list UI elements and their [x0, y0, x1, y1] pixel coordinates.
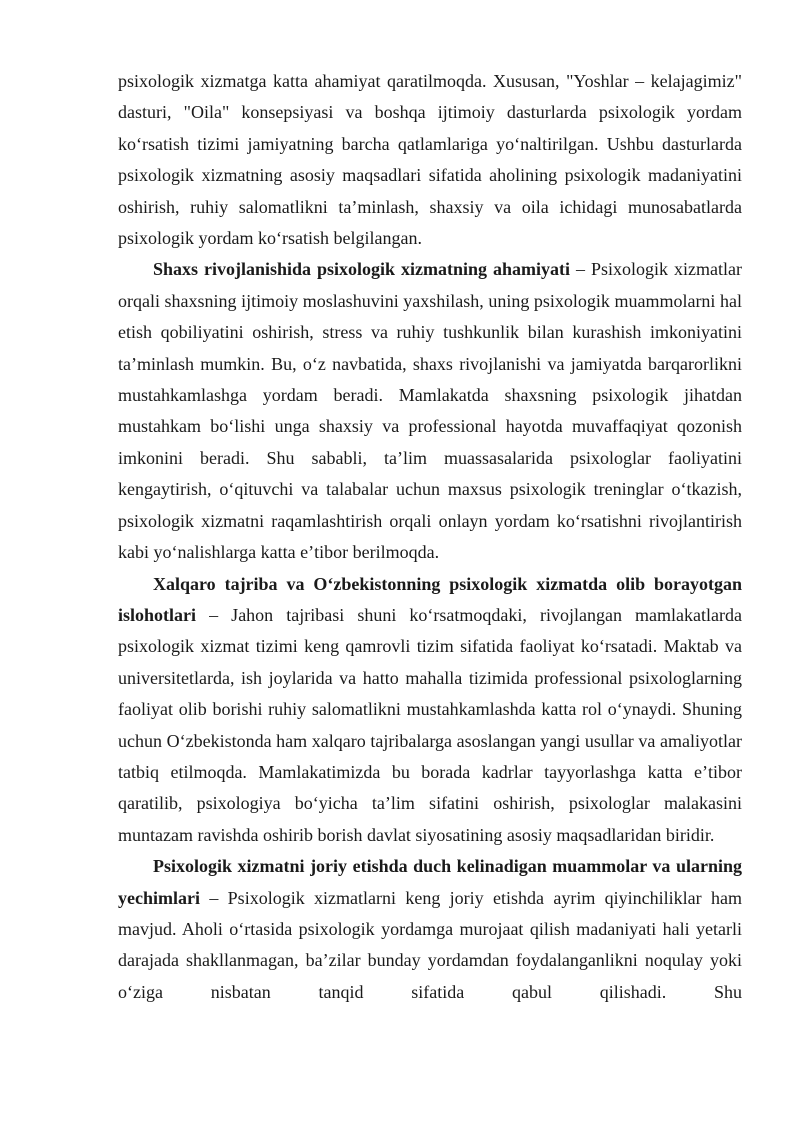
section-heading: Psixologik xizmatni joriy etishda duch kelinadigan muammolar va ularning yechimlari — [118, 856, 742, 908]
paragraph-problems-solutions — [118, 851, 742, 1008]
paragraph-international-experience — [118, 569, 742, 852]
paragraph-text: – Psixologik xizmatlarni keng joriy etishda ayrim qiyinchiliklar ham mavjud. Aholi oʻrtasida psixologik yordamga murojaat qilish madaniyati hali yetarli darajada shakllanmagan, baʼzilar bunday yordamdan foydalanganlikni noqulay yoki oʻziga nisbatan tanqid sifatida qabul qilishadi. Shu — [118, 887, 742, 1002]
paragraph-text: – Psixologik xizmatlar orqali shaxsning ijtimoiy moslashuvini yaxshilash, uning psixologik muammolarni hal etish qobiliyatini oshirish, stress va ruhiy tushkunlik bilan kurashish imkoniyatini taʼminlash mumkin. Bu, oʻz navbatida, shaxs rivojlanishi va jamiyatda barqarorlikni mustahkamlashga yordam beradi. Mamlakatda shaxsning psixologik jihatdan mustahkam boʻlishi unga shaxsiy va professional hayotda muvaffaqiyat qozonish imkonini beradi. Shu sababli, taʼlim muassasalarida psixologlar faoliyatini kengaytirish, oʻqituvchi va talabalar uchun maxsus psixologik treninglar oʻtkazish, psixologik xizmatni raqamlashtirish orqali onlayn yordam koʻrsatishni rivojlantirish kabi yoʻnalishlarga katta eʼtibor berilmoqda. — [118, 259, 742, 563]
section-heading: Shaxs rivojlanishida psixologik xizmatning ahamiyati — [153, 259, 571, 280]
document-page — [118, 66, 742, 1008]
paragraph-text: – Jahon tajribasi shuni koʻrsatmoqdaki, rivojlangan mamlakatlarda psixologik xizmat tizimi keng qamrovli tizim sifatida faoliyat koʻrsatadi. Maktab va universitetlarda, ish joylarida va hatto mahalla tizimida professional psixologlarning faoliyat olib borishi ruhiy salomatlikni mustahkamlashda katta rol oʻynaydi. Shuning uchun Oʻzbekistonda ham xalqaro tajribalarga asoslangan yangi usullar va amaliyotlar tatbiq etilmoqda. Mamlakatimizda bu borada kadrlar tayyorlashga katta eʼtibor qaratilib, psixologiya boʻyicha taʼlim sifatini oshirish, psixologlar malakasini muntazam ravishda oshirib borish davlat siyosatining asosiy maqsadlaridan biridir. — [118, 604, 742, 845]
paragraph-intro-continued — [118, 66, 742, 254]
section-heading: Xalqaro tajriba va Oʻzbekistonning psixologik xizmatda olib borayotgan islohotlari — [118, 573, 742, 625]
paragraph-text: psixologik xizmatga katta ahamiyat qaratilmoqda. Xususan, "Yoshlar – kelajagimiz" dasturi, "Oila" konsepsiyasi va boshqa ijtimoiy dasturlarda psixologik yordam koʻrsatish tizimi jamiyatning barcha qatlamlariga yoʻnaltirilgan. Ushbu dasturlarda psixologik xizmatning asosiy maqsadlari sifatida aholining psixologik madaniyatini oshirish, ruhiy salomatlikni taʼminlash, shaxsiy va oila ichidagi munosabatlarda psixologik yordam koʻrsatish belgilangan. — [118, 71, 742, 249]
paragraph-personal-development — [118, 254, 742, 568]
